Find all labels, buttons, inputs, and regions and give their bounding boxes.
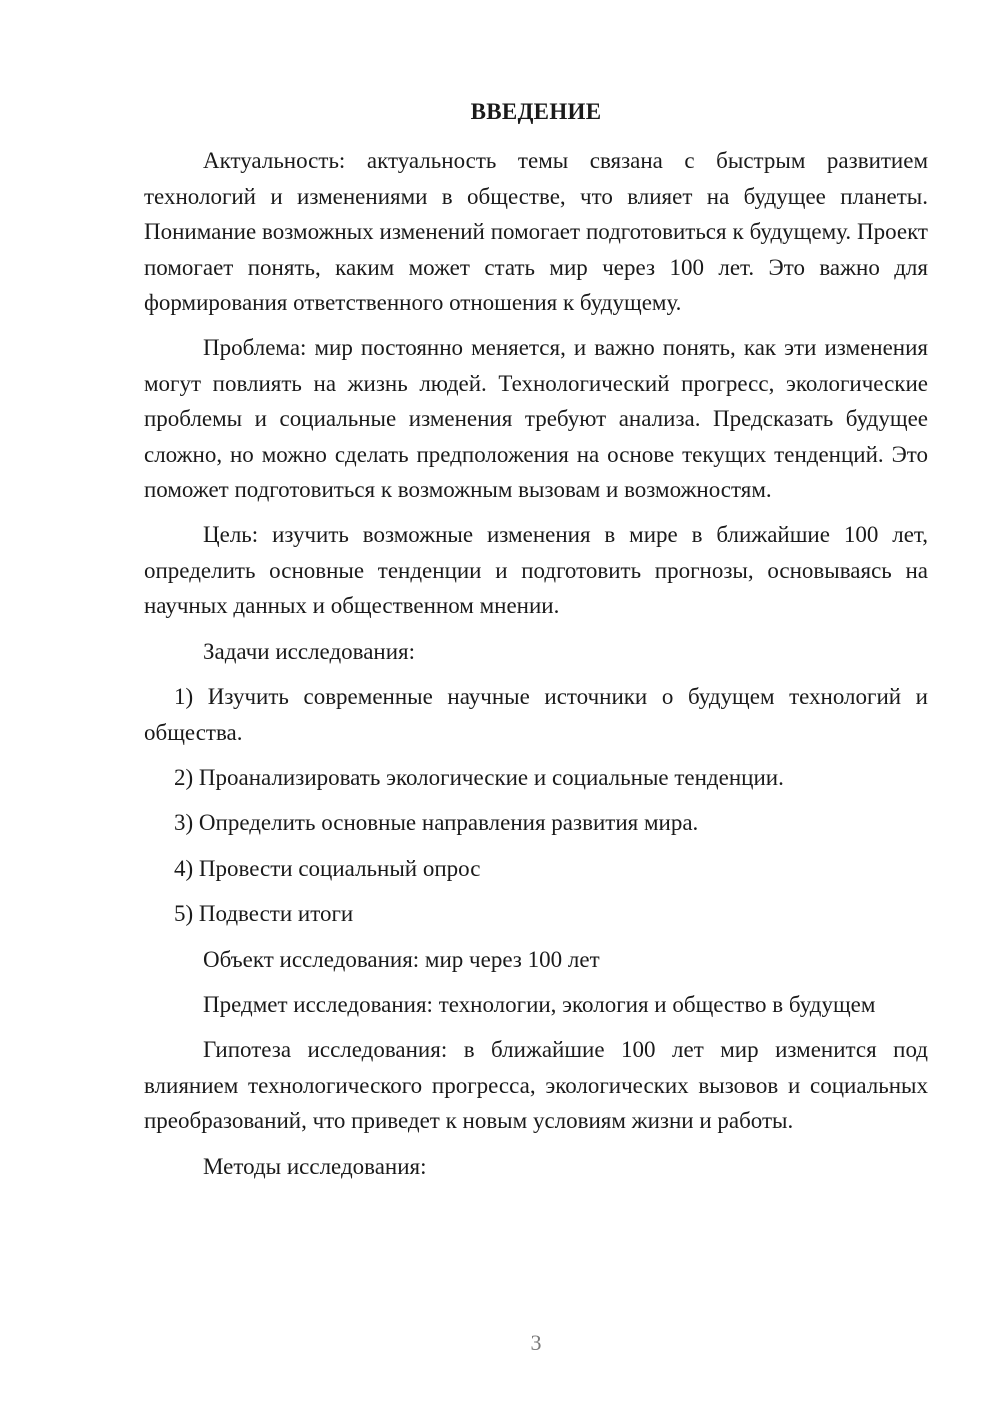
section-title: ВВЕДЕНИЕ (470, 99, 602, 124)
task-item-1: 1) Изучить современные научные источники о будущем технологий и общества. (144, 684, 928, 745)
paragraph-subject: Предмет исследования: технологии, экология и общество в будущем (203, 991, 876, 1017)
task-item-4: 4) Провести социальный опрос (174, 855, 481, 881)
page-number: 3 (530, 1330, 542, 1355)
paragraph-problem: Проблема: мир постоянно меняется, и важно понять, как эти изменения могут повлиять на жизнь людей. Технологический прогресс, экологические проблемы и социальные изменения требуют анализа. Предсказать будущее сложно, но можно сделать предположения на основе текущих тенденций. Это поможет подготовиться к возможным вызовам и возможностям. (144, 335, 928, 503)
task-item-3: 3) Определить основные направления развития мира. (174, 810, 699, 836)
task-item-2: 2) Проанализировать экологические и социальные тенденции. (174, 764, 784, 790)
tasks-heading: Задачи исследования: (203, 638, 416, 664)
task-item-5: 5) Подвести итоги (174, 901, 354, 927)
paragraph-goal: Цель: изучить возможные изменения в мире в ближайшие 100 лет, определить основные тенденции и подготовить прогнозы, основываясь на научных данных и общественном мнении. (144, 522, 928, 619)
paragraph-object: Объект исследования: мир через 100 лет (203, 946, 600, 972)
page-content (144, 94, 928, 1194)
paragraph-hypothesis: Гипотеза исследования: в ближайшие 100 лет мир изменится под влиянием технологического прогресса, экологических вызовов и социальных преобразований, что приведет к новым условиям жизни и работы. (144, 1037, 928, 1134)
tasks-list (144, 679, 928, 931)
paragraph-relevance: Актуальность: актуальность темы связана с быстрым развитием технологий и изменениями в обществе, что влияет на будущее планеты. Понимание возможных изменений помогает подготовиться к будущему. Проект помогает понять, каким может стать мир через 100 лет. Это важно для формирования ответственного отношения к будущему. (144, 148, 928, 316)
methods-heading: Методы исследования: (203, 1153, 427, 1179)
